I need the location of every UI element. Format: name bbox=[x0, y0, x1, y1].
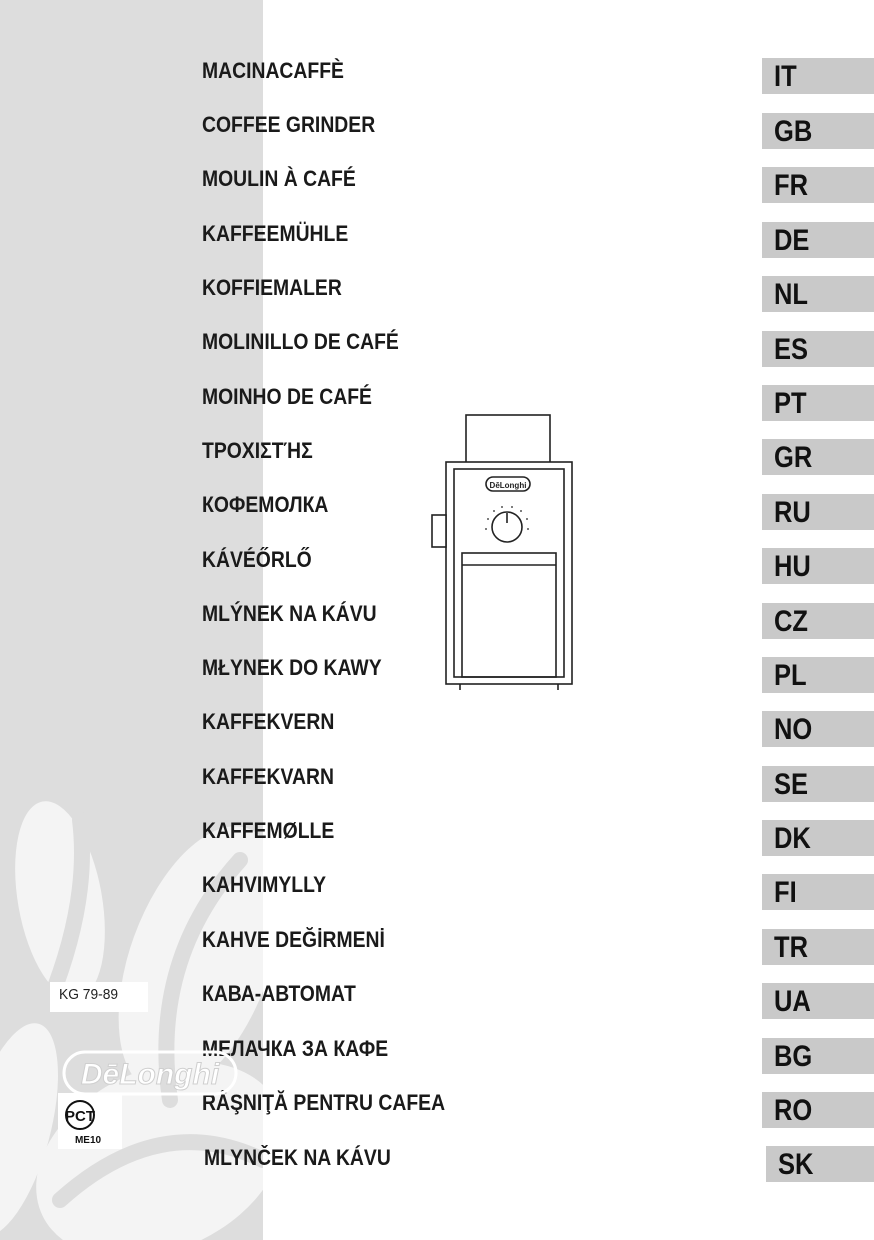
certification-mark bbox=[58, 1093, 122, 1149]
language-code-pl bbox=[762, 657, 874, 693]
language-code-fr bbox=[762, 167, 874, 203]
language-code-label: IT bbox=[774, 60, 797, 93]
language-code-ua bbox=[762, 983, 874, 1019]
language-code-label: ES bbox=[774, 333, 809, 366]
language-code-cz bbox=[762, 603, 874, 639]
language-code-nl bbox=[762, 276, 874, 312]
title-gr: ΤΡΟΧΙΣΤΉΣ bbox=[202, 438, 313, 463]
language-code-sk bbox=[766, 1146, 874, 1182]
language-code-label: UA bbox=[774, 985, 811, 1018]
title-fr: MOULIN À CAFÉ bbox=[202, 166, 356, 191]
cert-code: ME10 bbox=[74, 1135, 102, 1146]
language-code-label: CZ bbox=[774, 605, 808, 638]
language-code-de bbox=[762, 222, 874, 258]
title-no: KAFFEKVERN bbox=[202, 709, 335, 734]
title-nl: KOFFIEMALER bbox=[202, 275, 342, 300]
language-code-gb bbox=[762, 113, 874, 149]
language-code-se bbox=[762, 766, 874, 802]
language-code-label: BG bbox=[774, 1040, 813, 1073]
title-it: MACINACAFFÈ bbox=[202, 58, 344, 83]
language-code-it bbox=[762, 58, 874, 94]
language-code-label: DK bbox=[774, 822, 811, 855]
title-pl: MŁYNEK DO KAWY bbox=[202, 655, 382, 680]
language-code-hu bbox=[762, 548, 874, 584]
language-code-label: PT bbox=[774, 387, 807, 420]
language-code-tr bbox=[762, 929, 874, 965]
brand-logo-text: DēLonghi bbox=[80, 1058, 220, 1091]
coffee-grinder-illustration bbox=[420, 405, 590, 705]
language-code-es bbox=[762, 331, 874, 367]
title-hu: KÁVÉŐRLŐ bbox=[202, 547, 312, 572]
language-code-label: NL bbox=[774, 278, 808, 311]
model-number: KG 79-89 bbox=[59, 986, 119, 1003]
title-ro: RÂŞNIŢĂ PENTRU CAFEA bbox=[202, 1090, 446, 1115]
language-code-label: RO bbox=[774, 1094, 813, 1127]
model-label-box bbox=[50, 982, 148, 1012]
title-cz: MLÝNEK NA KÁVU bbox=[202, 601, 377, 626]
title-bg: МЕЛАЧКА ЗА КАФЕ bbox=[202, 1036, 389, 1061]
language-code-no bbox=[762, 711, 874, 747]
language-code-label: FI bbox=[774, 876, 797, 909]
language-code-ru bbox=[762, 494, 874, 530]
language-code-label: DE bbox=[774, 224, 810, 257]
title-de: KAFFEEMÜHLE bbox=[202, 221, 349, 246]
title-fi: KAHVIMYLLY bbox=[202, 872, 327, 897]
title-tr: KAHVE DEĞİRMENİ bbox=[202, 927, 385, 952]
language-code-gr bbox=[762, 439, 874, 475]
title-ua: КАВА-АВТОМАТ bbox=[202, 981, 356, 1006]
language-code-label: NO bbox=[774, 713, 813, 746]
title-pt: MOINHO DE CAFÉ bbox=[202, 384, 372, 409]
language-code-ro bbox=[762, 1092, 874, 1128]
delonghi-logo bbox=[62, 1048, 238, 1098]
certification-mark-icon bbox=[58, 1093, 122, 1149]
cert-mark-text: PCT bbox=[65, 1108, 95, 1125]
title-sk: MLYNČEK NA KÁVU bbox=[204, 1145, 391, 1170]
language-code-label: FR bbox=[774, 169, 808, 202]
language-code-label: GR bbox=[774, 441, 813, 474]
title-ru: КОФЕМОЛКА bbox=[202, 492, 329, 517]
language-code-fi bbox=[762, 874, 874, 910]
language-code-label: TR bbox=[774, 931, 808, 964]
language-code-dk bbox=[762, 820, 874, 856]
title-es: MOLINILLO DE CAFÉ bbox=[202, 329, 399, 354]
language-code-label: SE bbox=[774, 768, 809, 801]
title-gb: COFFEE GRINDER bbox=[202, 112, 376, 137]
title-dk: KAFFEMØLLE bbox=[202, 818, 335, 843]
title-se: KAFFEKVARN bbox=[202, 764, 334, 789]
language-code-label: HU bbox=[774, 550, 811, 583]
language-code-label: SK bbox=[778, 1148, 814, 1181]
language-code-label: RU bbox=[774, 496, 811, 529]
language-code-label: GB bbox=[774, 115, 813, 148]
language-code-bg bbox=[762, 1038, 874, 1074]
language-code-label: PL bbox=[774, 659, 807, 692]
grinder-brand-label: DēLonghi bbox=[489, 481, 527, 490]
language-code-pt bbox=[762, 385, 874, 421]
